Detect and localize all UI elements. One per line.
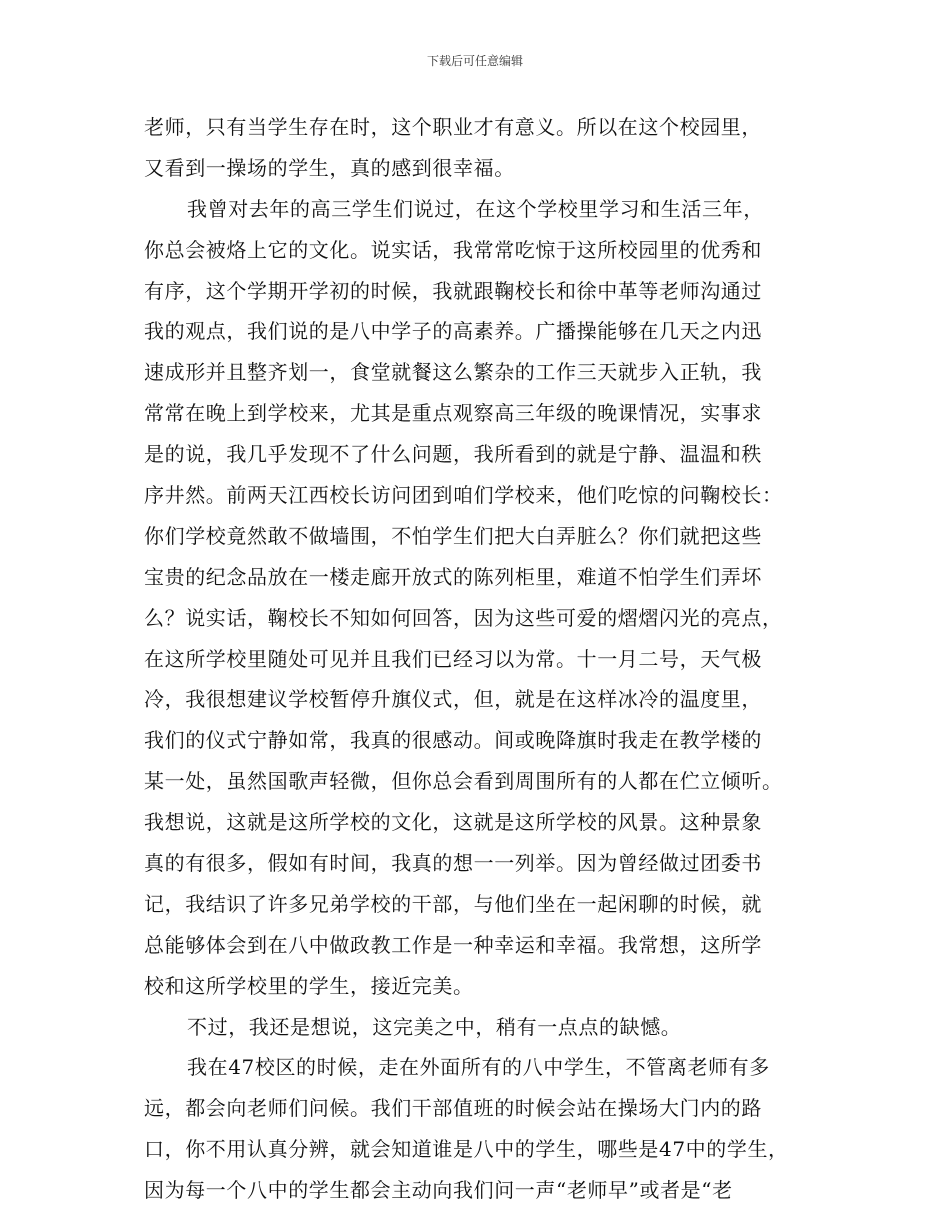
text-line: 老师，只有当学生存在时，这个职业才有意义。所以在这个校园里， <box>144 115 762 139</box>
text-line: 真的有很多，假如有时间，我真的想一一列举。因为曾经做过团委书 <box>144 851 762 876</box>
text-line: 总能够体会到在八中做政教工作是一种幸运和幸福。我常想，这所学 <box>144 932 762 957</box>
text-line: 远，都会向老师们问候。我们干部值班的时候会站在操场大门内的路 <box>144 1096 762 1121</box>
page-header: 下载后可任意编辑 <box>426 54 523 68</box>
text-line: 有序，这个学期开学初的时候，我就跟鞠校长和徐中革等老师沟通过 <box>144 278 762 303</box>
paragraph-start-line: 我曾对去年的高三学生们说过，在这个学校里学习和生活三年， <box>187 196 764 221</box>
text-line: 口，你不用认真分辨，就会知道谁是八中的学生，哪些是47中的学生， <box>144 1137 789 1162</box>
text-line: 校和这所学校里的学生，接近完美。 <box>144 973 474 998</box>
text-line: 么？说实话，鞠校长不知如何回答，因为这些可爱的熠熠闪光的亮点， <box>144 605 783 630</box>
paragraph-start-line: 不过，我还是想说，这完美之中，稍有一点点的缺憾。 <box>187 1014 682 1039</box>
text-line: 某一处，虽然国歌声轻微，但你总会看到周围所有的人都在伫立倾听。 <box>144 769 783 794</box>
text-line: 我们的仪式宁静如常，我真的很感动。间或晚降旗时我走在教学楼的 <box>144 728 762 753</box>
text-line: 又看到一操场的学生，真的感到很幸福。 <box>144 155 515 180</box>
text-line: 速成形并且整齐划一，食堂就餐这么繁杂的工作三天就步入正轨，我 <box>144 360 762 385</box>
text-line: 是的说，我几乎发现不了什么问题，我所看到的就是宁静、温温和秩 <box>144 442 762 467</box>
text-line: 常常在晚上到学校来，尤其是重点观察高三年级的晚课情况，实事求 <box>144 401 762 426</box>
text-line: 在这所学校里随处可见并且我们已经习以为常。十一月二号，天气极 <box>144 646 762 671</box>
text-line: 记，我结识了许多兄弟学校的干部，与他们坐在一起闲聊的时候，就 <box>144 891 762 916</box>
paragraph-start-line: 我在47校区的时候，走在外面所有的八中学生，不管离老师有多 <box>187 1055 770 1080</box>
text-line: 你总会被烙上它的文化。说实话，我常常吃惊于这所校园里的优秀和 <box>144 237 762 262</box>
text-line: 冷，我很想建议学校暂停升旗仪式，但，就是在这样冰冷的温度里， <box>144 687 762 712</box>
text-line: 因为每一个八中的学生都会主动向我们问一声“老师早”或者是“老 <box>144 1178 733 1203</box>
document-body <box>144 107 824 1211</box>
text-line: 我的观点，我们说的是八中学子的高素养。广播操能够在几天之内迅 <box>144 319 762 344</box>
text-line: 宝贵的纪念品放在一楼走廊开放式的陈列柜里，难道不怕学生们弄坏 <box>144 564 762 589</box>
text-line: 序井然。前两天江西校长访问团到咱们学校来，他们吃惊的问鞠校长： <box>144 483 783 508</box>
text-line: 我想说，这就是这所学校的文化，这就是这所学校的风景。这种景象 <box>144 810 762 835</box>
text-line: 你们学校竟然敢不做墙围，不怕学生们把大白弄脏么？你们就把这些 <box>144 523 762 548</box>
